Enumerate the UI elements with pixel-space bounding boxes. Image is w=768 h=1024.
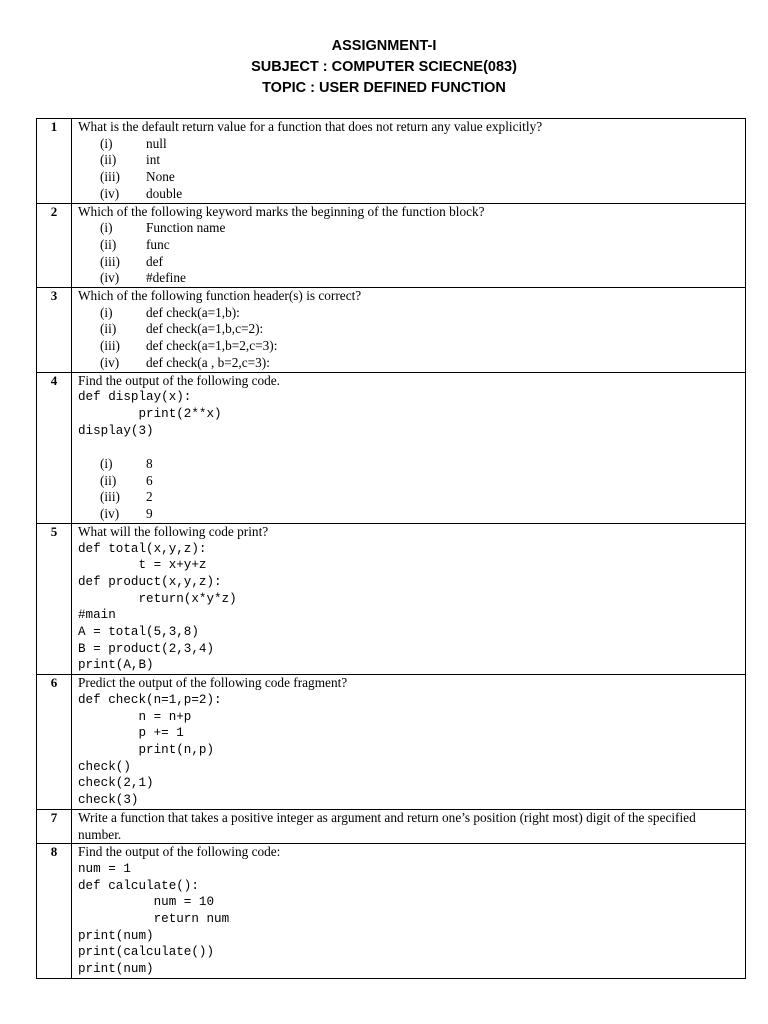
code-line: def check(n=1,p=2): <box>78 692 222 707</box>
question-body <box>72 809 746 843</box>
code-line: return(x*y*z) <box>78 591 237 606</box>
questions-table <box>36 118 746 979</box>
question-number: 2 <box>37 203 72 288</box>
code-line: return num <box>78 912 230 927</box>
question-body <box>72 523 746 674</box>
question-number: 6 <box>37 675 72 810</box>
question-text: Which of the following keyword marks the beginning of the function block? <box>78 203 485 219</box>
option-label: (i) <box>100 456 113 472</box>
option-label: (ii) <box>100 152 117 168</box>
question-row <box>37 119 746 204</box>
code-line: print(n,p) <box>78 743 215 757</box>
code-line: t = x+y+z <box>78 558 207 573</box>
option-text: 8 <box>146 456 153 472</box>
option <box>78 506 741 523</box>
option-label: (iii) <box>100 253 120 269</box>
option-text: 9 <box>146 506 153 522</box>
code-line: def total(x,y,z): <box>78 541 207 556</box>
code-line: print(num) <box>78 962 154 977</box>
option-text: def <box>146 253 163 269</box>
code-line: num = 1 <box>78 861 131 876</box>
question-row <box>37 675 746 810</box>
option <box>78 220 741 237</box>
option-label: (ii) <box>100 472 117 488</box>
code-line: check(3) <box>78 793 139 808</box>
code-line: print(num) <box>78 928 154 943</box>
option-text: int <box>146 152 161 168</box>
code-line: def product(x,y,z): <box>78 574 222 589</box>
option <box>78 270 741 287</box>
question-row <box>37 523 746 674</box>
option <box>78 338 741 355</box>
option-label: (iv) <box>100 354 120 370</box>
option-text: def check(a , b=2,c=3): <box>146 354 270 370</box>
option-text: double <box>146 185 183 201</box>
code-line: print(calculate()) <box>78 945 215 960</box>
document-header <box>0 36 768 99</box>
question-body <box>72 675 746 810</box>
option-text: 6 <box>146 472 153 488</box>
question-row <box>37 203 746 288</box>
option-label: (iv) <box>100 270 120 286</box>
option-text: 2 <box>146 489 153 505</box>
option-text: func <box>146 236 170 252</box>
option-label: (iv) <box>100 506 120 522</box>
question-number: 1 <box>37 119 72 204</box>
option-text: None <box>146 169 175 185</box>
option <box>78 321 741 338</box>
option <box>78 473 741 490</box>
option-text: null <box>146 135 167 151</box>
question-body <box>72 372 746 523</box>
question-text: Predict the output of the following code fragment? <box>78 675 348 691</box>
code-line: print(A,B) <box>78 658 154 673</box>
option <box>78 305 741 322</box>
option <box>78 489 741 506</box>
option-label: (i) <box>100 304 113 320</box>
question-text: Find the output of the following code: <box>78 844 281 860</box>
question-body <box>72 844 746 979</box>
option-text: def check(a=1,b): <box>146 304 240 320</box>
option-text: Function name <box>146 220 226 236</box>
question-number: 5 <box>37 523 72 674</box>
question-number: 8 <box>37 844 72 979</box>
code-line: check() <box>78 759 131 774</box>
question-text: Find the output of the following code. <box>78 372 281 388</box>
option-text: def check(a=1,b,c=2): <box>146 321 264 337</box>
code-line: n = n+p <box>78 709 192 724</box>
option-label: (ii) <box>100 236 117 252</box>
option-label: (i) <box>100 135 113 151</box>
option-label: (ii) <box>100 321 117 337</box>
code-line: num = 10 <box>78 895 215 910</box>
option-label: (iii) <box>100 169 120 185</box>
code-line: def calculate(): <box>78 878 199 893</box>
code-line: display(3) <box>78 423 154 438</box>
code-line: def display(x): <box>78 390 192 405</box>
question-text: What is the default return value for a function that does not return any value explicitly? <box>78 119 543 134</box>
option-label: (iii) <box>100 489 120 505</box>
blank-line <box>78 439 741 456</box>
question-row <box>37 844 746 979</box>
question-row <box>37 372 746 523</box>
option-label: (iii) <box>100 338 120 354</box>
question-row <box>37 288 746 373</box>
option <box>78 254 741 271</box>
option-label: (i) <box>100 220 113 236</box>
topic-line: TOPIC : USER DEFINED FUNCTION <box>262 80 506 96</box>
option <box>78 169 741 186</box>
question-text: Which of the following function header(s) is correct? <box>78 288 362 304</box>
option <box>78 186 741 203</box>
option <box>78 237 741 254</box>
assignment-title: ASSIGNMENT-I <box>331 38 437 54</box>
question-number: 3 <box>37 288 72 373</box>
option-text: #define <box>146 270 186 286</box>
question-number: 7 <box>37 809 72 843</box>
question-body <box>72 203 746 288</box>
code-line: A = total(5,3,8) <box>78 625 199 640</box>
option-label: (iv) <box>100 185 120 201</box>
question-body <box>72 119 746 204</box>
code-line: check(2,1) <box>78 776 154 791</box>
question-text: What will the following code print? <box>78 523 269 539</box>
code-line: #main <box>78 608 116 623</box>
option <box>78 456 741 473</box>
question-number: 4 <box>37 372 72 523</box>
code-line: B = product(2,3,4) <box>78 641 215 656</box>
option-text: def check(a=1,b=2,c=3): <box>146 338 278 354</box>
question-body <box>72 288 746 373</box>
question-text: Write a function that takes a positive integer as argument and return one’s position (right most) digit of the specified number. <box>78 809 696 842</box>
subject-line: SUBJECT : COMPUTER SCIECNE(083) <box>251 59 517 75</box>
option <box>78 355 741 372</box>
code-line: print(2**x) <box>78 406 222 421</box>
code-line: p += 1 <box>78 726 184 741</box>
question-row <box>37 809 746 843</box>
option <box>78 136 741 153</box>
option <box>78 152 741 169</box>
